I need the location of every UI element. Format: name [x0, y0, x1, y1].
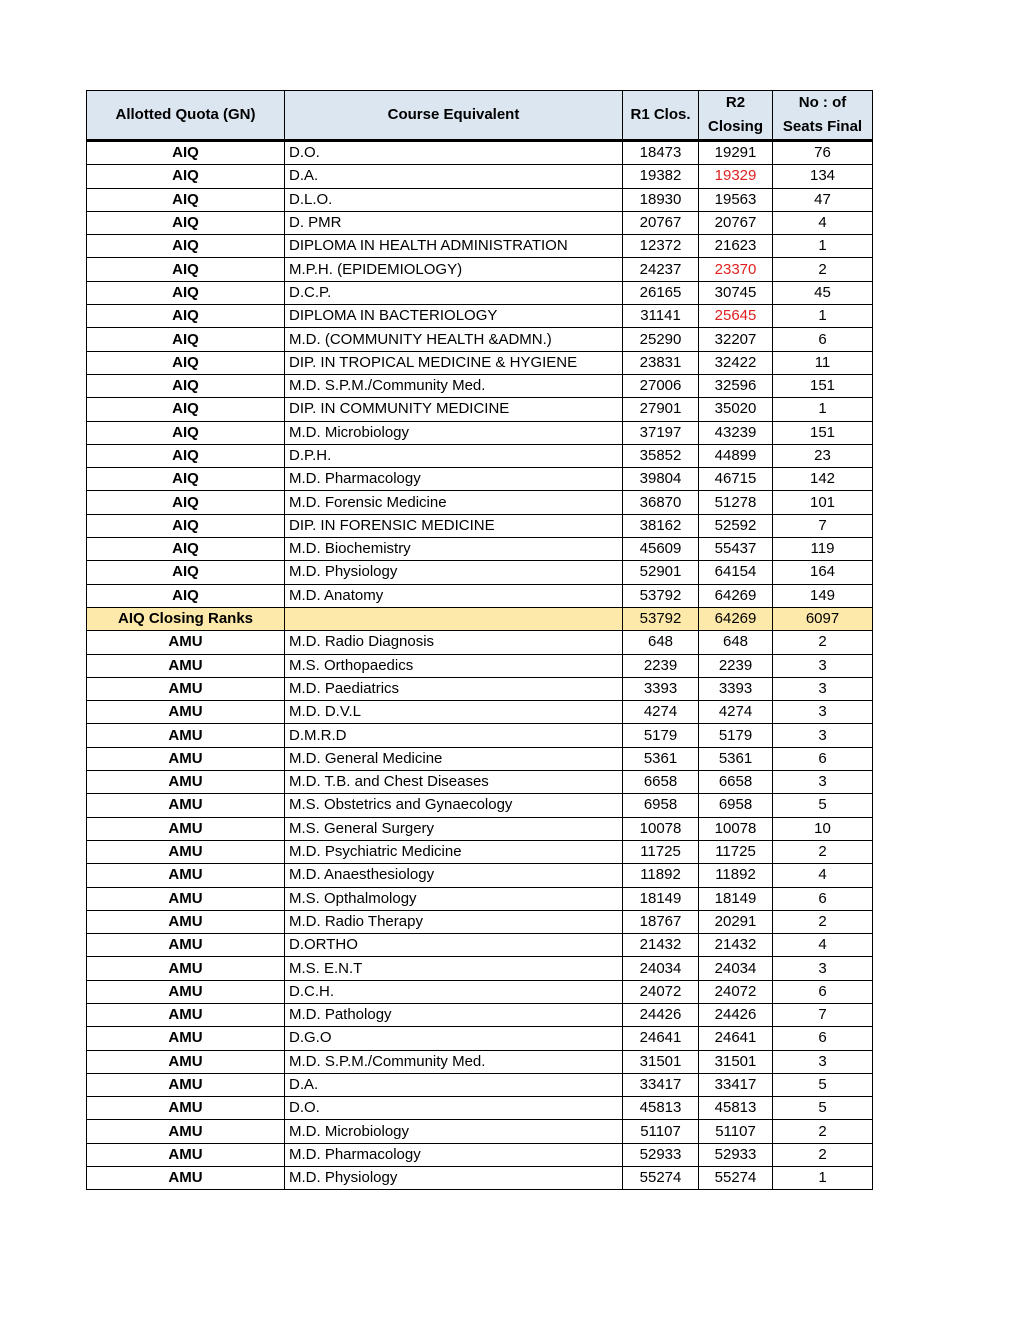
seats-cell: 2: [773, 258, 873, 281]
quota-cell: AMU: [87, 1027, 285, 1050]
r2-closing-cell: 31501: [699, 1050, 773, 1073]
course-cell: M.D. Radio Diagnosis: [285, 631, 623, 654]
r2-closing-cell: 55437: [699, 538, 773, 561]
r1-closing-cell: 38162: [623, 514, 699, 537]
quota-cell: AMU: [87, 934, 285, 957]
table-row: [87, 677, 873, 700]
quota-cell: AIQ: [87, 584, 285, 607]
table-row: [87, 165, 873, 188]
quota-cell: AMU: [87, 1073, 285, 1096]
r1-closing-cell: 5361: [623, 747, 699, 770]
r1-closing-cell: 37197: [623, 421, 699, 444]
quota-cell: AIQ: [87, 281, 285, 304]
table-row: [87, 654, 873, 677]
table-row: [87, 864, 873, 887]
table-row: [87, 1050, 873, 1073]
course-cell: M.D. S.P.M./Community Med.: [285, 374, 623, 397]
r2-closing-cell: 5361: [699, 747, 773, 770]
quota-cell: AIQ: [87, 421, 285, 444]
table-row: [87, 840, 873, 863]
r2-closing-cell: 45813: [699, 1097, 773, 1120]
header-row: [87, 91, 873, 141]
r1-closing-cell: 36870: [623, 491, 699, 514]
r2-closing-cell: 32422: [699, 351, 773, 374]
seats-cell: 119: [773, 538, 873, 561]
seats-cell: 6097: [773, 607, 873, 630]
seats-cell: 6: [773, 1027, 873, 1050]
seats-cell: 47: [773, 188, 873, 211]
table-row: [87, 328, 873, 351]
table-row: [87, 1167, 873, 1190]
r1-closing-cell: 24641: [623, 1027, 699, 1050]
course-cell: M.D. Anaesthesiology: [285, 864, 623, 887]
seats-cell: 11: [773, 351, 873, 374]
r2-closing-cell: 24426: [699, 1003, 773, 1026]
quota-cell: AMU: [87, 747, 285, 770]
seats-cell: 2: [773, 1143, 873, 1166]
r1-closing-cell: 39804: [623, 468, 699, 491]
r2-closing-cell: 46715: [699, 468, 773, 491]
course-cell: M.D. Microbiology: [285, 1120, 623, 1143]
quota-cell: AMU: [87, 701, 285, 724]
summary-row: [87, 607, 873, 630]
seats-cell: 6: [773, 328, 873, 351]
table-row: [87, 1143, 873, 1166]
r2-closing-cell: 19563: [699, 188, 773, 211]
table-row: [87, 957, 873, 980]
quota-cell: AMU: [87, 771, 285, 794]
seats-cell: 151: [773, 374, 873, 397]
table-row: [87, 351, 873, 374]
r2-closing-cell: 6658: [699, 771, 773, 794]
course-cell: DIP. IN TROPICAL MEDICINE & HYGIENE: [285, 351, 623, 374]
seats-cell: 134: [773, 165, 873, 188]
quota-cell: AIQ: [87, 188, 285, 211]
r2-closing-cell: 3393: [699, 677, 773, 700]
table-header: [87, 91, 873, 141]
seats-cell: 6: [773, 747, 873, 770]
r1-closing-cell: 26165: [623, 281, 699, 304]
seats-cell: 2: [773, 910, 873, 933]
quota-cell: AIQ: [87, 468, 285, 491]
r2-closing-cell: 55274: [699, 1167, 773, 1190]
quota-cell: AMU: [87, 817, 285, 840]
table-row: [87, 701, 873, 724]
r1-closing-cell: 20767: [623, 211, 699, 234]
quota-cell: AMU: [87, 980, 285, 1003]
course-cell: M.D. Radio Therapy: [285, 910, 623, 933]
seats-cell: 4: [773, 211, 873, 234]
r2-closing-cell: 11892: [699, 864, 773, 887]
r2-closing-cell: 648: [699, 631, 773, 654]
quota-cell: AMU: [87, 1120, 285, 1143]
quota-cell: AMU: [87, 1003, 285, 1026]
table-row: [87, 258, 873, 281]
header-quota: Allotted Quota (GN): [87, 91, 285, 141]
seats-cell: 5: [773, 794, 873, 817]
quota-cell: AMU: [87, 677, 285, 700]
course-cell: M.D. (COMMUNITY HEALTH &ADMN.): [285, 328, 623, 351]
r2-closing-cell: 4274: [699, 701, 773, 724]
r1-closing-cell: 10078: [623, 817, 699, 840]
header-seats-line1: No : of: [798, 94, 847, 111]
header-seats: [773, 91, 873, 141]
course-cell: D.M.R.D: [285, 724, 623, 747]
seats-cell: 2: [773, 631, 873, 654]
quota-cell: AMU: [87, 957, 285, 980]
seats-cell: 3: [773, 677, 873, 700]
course-cell: DIP. IN FORENSIC MEDICINE: [285, 514, 623, 537]
seats-cell: 7: [773, 514, 873, 537]
r2-closing-cell: 64269: [699, 584, 773, 607]
r2-closing-cell: 43239: [699, 421, 773, 444]
r2-closing-cell: 33417: [699, 1073, 773, 1096]
seats-cell: 6: [773, 980, 873, 1003]
table-body: [87, 141, 873, 1190]
r2-closing-cell: 6958: [699, 794, 773, 817]
r2-closing-cell: 24072: [699, 980, 773, 1003]
course-cell: DIPLOMA IN HEALTH ADMINISTRATION: [285, 235, 623, 258]
table-row: [87, 141, 873, 165]
r1-closing-cell: 52901: [623, 561, 699, 584]
course-cell: D.C.P.: [285, 281, 623, 304]
table-row: [87, 305, 873, 328]
quota-cell: AIQ: [87, 398, 285, 421]
seats-cell: 4: [773, 864, 873, 887]
r2-closing-cell: 24641: [699, 1027, 773, 1050]
quota-cell: AMU: [87, 887, 285, 910]
r2-closing-cell: 64269: [699, 607, 773, 630]
r1-closing-cell: 21432: [623, 934, 699, 957]
course-cell: D.L.O.: [285, 188, 623, 211]
course-cell: M.D. Psychiatric Medicine: [285, 840, 623, 863]
header-r2-line1: R2: [725, 94, 746, 111]
seats-cell: 3: [773, 654, 873, 677]
course-cell: M.D. S.P.M./Community Med.: [285, 1050, 623, 1073]
table-row: [87, 561, 873, 584]
r1-closing-cell: 53792: [623, 607, 699, 630]
seats-cell: 149: [773, 584, 873, 607]
r1-closing-cell: 19382: [623, 165, 699, 188]
quota-cell: AIQ: [87, 165, 285, 188]
r2-closing-cell: 23370: [699, 258, 773, 281]
quota-cell: AMU: [87, 1050, 285, 1073]
quota-cell: AMU: [87, 1097, 285, 1120]
table-row: [87, 1097, 873, 1120]
r2-closing-cell: 20767: [699, 211, 773, 234]
seats-cell: 1: [773, 1167, 873, 1190]
header-seats-line2: Seats Final: [782, 118, 863, 135]
r1-closing-cell: 648: [623, 631, 699, 654]
r1-closing-cell: 11892: [623, 864, 699, 887]
quota-cell: AIQ: [87, 235, 285, 258]
table-row: [87, 980, 873, 1003]
table-row: [87, 211, 873, 234]
table-row: [87, 1003, 873, 1026]
course-cell: M.D. D.V.L: [285, 701, 623, 724]
seats-cell: 6: [773, 887, 873, 910]
course-cell: M.D. Paediatrics: [285, 677, 623, 700]
course-cell: M.D. Physiology: [285, 1167, 623, 1190]
r1-closing-cell: 55274: [623, 1167, 699, 1190]
table-row: [87, 584, 873, 607]
r1-closing-cell: 18767: [623, 910, 699, 933]
seats-cell: 3: [773, 1050, 873, 1073]
r2-closing-cell: 18149: [699, 887, 773, 910]
r1-closing-cell: 27006: [623, 374, 699, 397]
seats-cell: 151: [773, 421, 873, 444]
r2-closing-cell: 25645: [699, 305, 773, 328]
course-cell: D.A.: [285, 1073, 623, 1096]
quota-cell: AMU: [87, 864, 285, 887]
r1-closing-cell: 24426: [623, 1003, 699, 1026]
seats-cell: 142: [773, 468, 873, 491]
course-cell: M.D. Anatomy: [285, 584, 623, 607]
seats-cell: 3: [773, 724, 873, 747]
quota-cell: AMU: [87, 840, 285, 863]
table-row: [87, 398, 873, 421]
r1-closing-cell: 12372: [623, 235, 699, 258]
quota-cell: AIQ: [87, 374, 285, 397]
r1-closing-cell: 24072: [623, 980, 699, 1003]
seats-cell: 2: [773, 840, 873, 863]
r1-closing-cell: 3393: [623, 677, 699, 700]
r2-closing-cell: 19291: [699, 141, 773, 165]
r2-closing-cell: 10078: [699, 817, 773, 840]
quota-cell: AMU: [87, 724, 285, 747]
r1-closing-cell: 35852: [623, 444, 699, 467]
r1-closing-cell: 45813: [623, 1097, 699, 1120]
r1-closing-cell: 23831: [623, 351, 699, 374]
table-row: [87, 794, 873, 817]
r2-closing-cell: 51107: [699, 1120, 773, 1143]
r2-closing-cell: 24034: [699, 957, 773, 980]
quota-cell: AIQ: [87, 211, 285, 234]
table-row: [87, 771, 873, 794]
table-row: [87, 887, 873, 910]
seats-cell: 5: [773, 1073, 873, 1096]
quota-cell: AIQ: [87, 351, 285, 374]
r2-closing-cell: 64154: [699, 561, 773, 584]
quota-cell: AMU: [87, 1167, 285, 1190]
seats-cell: 7: [773, 1003, 873, 1026]
seats-cell: 5: [773, 1097, 873, 1120]
quota-cell: AIQ: [87, 141, 285, 165]
table-row: [87, 468, 873, 491]
course-cell: D.O.: [285, 1097, 623, 1120]
r2-closing-cell: 44899: [699, 444, 773, 467]
seats-cell: 3: [773, 701, 873, 724]
quota-cell: AMU: [87, 1143, 285, 1166]
r2-closing-cell: 32207: [699, 328, 773, 351]
seats-cell: 3: [773, 957, 873, 980]
r1-closing-cell: 6958: [623, 794, 699, 817]
r1-closing-cell: 31501: [623, 1050, 699, 1073]
r2-closing-cell: 5179: [699, 724, 773, 747]
r1-closing-cell: 18473: [623, 141, 699, 165]
seats-cell: 2: [773, 1120, 873, 1143]
table-row: [87, 631, 873, 654]
quota-cell: AIQ: [87, 538, 285, 561]
course-cell: M.D. Biochemistry: [285, 538, 623, 561]
quota-cell: AMU: [87, 910, 285, 933]
table-row: [87, 421, 873, 444]
seats-cell: 164: [773, 561, 873, 584]
table-row: [87, 444, 873, 467]
quota-cell: AIQ: [87, 258, 285, 281]
table-row: [87, 817, 873, 840]
course-cell: M.D. Forensic Medicine: [285, 491, 623, 514]
course-cell: D. PMR: [285, 211, 623, 234]
header-r2-line2: Closing: [708, 118, 763, 135]
course-cell: [285, 607, 623, 630]
course-cell: M.S. E.N.T: [285, 957, 623, 980]
r1-closing-cell: 18930: [623, 188, 699, 211]
seats-cell: 1: [773, 305, 873, 328]
seats-cell: 76: [773, 141, 873, 165]
closing-ranks-table: [86, 90, 873, 1190]
r2-closing-cell: 51278: [699, 491, 773, 514]
seats-cell: 4: [773, 934, 873, 957]
r2-closing-cell: 21432: [699, 934, 773, 957]
r1-closing-cell: 4274: [623, 701, 699, 724]
r1-closing-cell: 11725: [623, 840, 699, 863]
r2-closing-cell: 20291: [699, 910, 773, 933]
table-row: [87, 910, 873, 933]
quota-cell: AIQ: [87, 561, 285, 584]
r1-closing-cell: 24034: [623, 957, 699, 980]
course-cell: M.P.H. (EPIDEMIOLOGY): [285, 258, 623, 281]
seats-cell: 23: [773, 444, 873, 467]
course-cell: M.D. Physiology: [285, 561, 623, 584]
r1-closing-cell: 31141: [623, 305, 699, 328]
header-r1: R1 Clos.: [623, 91, 699, 141]
header-r2: [699, 91, 773, 141]
table-row: [87, 514, 873, 537]
course-cell: M.S. Opthalmology: [285, 887, 623, 910]
course-cell: M.S. Obstetrics and Gynaecology: [285, 794, 623, 817]
r2-closing-cell: 30745: [699, 281, 773, 304]
r1-closing-cell: 27901: [623, 398, 699, 421]
course-cell: M.D. Pharmacology: [285, 1143, 623, 1166]
course-cell: DIP. IN COMMUNITY MEDICINE: [285, 398, 623, 421]
course-cell: M.D. Microbiology: [285, 421, 623, 444]
table-row: [87, 538, 873, 561]
quota-cell: AIQ: [87, 305, 285, 328]
quota-cell: AMU: [87, 631, 285, 654]
table-row: [87, 235, 873, 258]
course-cell: D.C.H.: [285, 980, 623, 1003]
quota-cell: AIQ Closing Ranks: [87, 607, 285, 630]
table-row: [87, 747, 873, 770]
course-cell: M.S. Orthopaedics: [285, 654, 623, 677]
course-cell: DIPLOMA IN BACTERIOLOGY: [285, 305, 623, 328]
course-cell: M.D. Pathology: [285, 1003, 623, 1026]
r1-closing-cell: 2239: [623, 654, 699, 677]
seats-cell: 101: [773, 491, 873, 514]
quota-cell: AIQ: [87, 328, 285, 351]
seats-cell: 3: [773, 771, 873, 794]
r2-closing-cell: 2239: [699, 654, 773, 677]
r1-closing-cell: 25290: [623, 328, 699, 351]
table-row: [87, 1027, 873, 1050]
course-cell: M.S. General Surgery: [285, 817, 623, 840]
quota-cell: AIQ: [87, 444, 285, 467]
course-cell: M.D. T.B. and Chest Diseases: [285, 771, 623, 794]
course-cell: M.D. General Medicine: [285, 747, 623, 770]
table-row: [87, 374, 873, 397]
quota-cell: AMU: [87, 794, 285, 817]
r1-closing-cell: 53792: [623, 584, 699, 607]
r1-closing-cell: 6658: [623, 771, 699, 794]
r2-closing-cell: 52933: [699, 1143, 773, 1166]
seats-cell: 1: [773, 235, 873, 258]
table-row: [87, 1120, 873, 1143]
r1-closing-cell: 5179: [623, 724, 699, 747]
seats-cell: 45: [773, 281, 873, 304]
course-cell: D.ORTHO: [285, 934, 623, 957]
r2-closing-cell: 19329: [699, 165, 773, 188]
course-cell: M.D. Pharmacology: [285, 468, 623, 491]
header-course: Course Equivalent: [285, 91, 623, 141]
table-row: [87, 281, 873, 304]
table-row: [87, 724, 873, 747]
table-row: [87, 1073, 873, 1096]
r1-closing-cell: 18149: [623, 887, 699, 910]
r2-closing-cell: 35020: [699, 398, 773, 421]
r1-closing-cell: 33417: [623, 1073, 699, 1096]
r2-closing-cell: 32596: [699, 374, 773, 397]
quota-cell: AIQ: [87, 514, 285, 537]
table-row: [87, 188, 873, 211]
table-row: [87, 934, 873, 957]
quota-cell: AMU: [87, 654, 285, 677]
seats-cell: 10: [773, 817, 873, 840]
course-cell: D.P.H.: [285, 444, 623, 467]
r1-closing-cell: 24237: [623, 258, 699, 281]
course-cell: D.O.: [285, 141, 623, 165]
r1-closing-cell: 52933: [623, 1143, 699, 1166]
r2-closing-cell: 11725: [699, 840, 773, 863]
seats-cell: 1: [773, 398, 873, 421]
r2-closing-cell: 52592: [699, 514, 773, 537]
r1-closing-cell: 51107: [623, 1120, 699, 1143]
table-row: [87, 491, 873, 514]
r1-closing-cell: 45609: [623, 538, 699, 561]
quota-cell: AIQ: [87, 491, 285, 514]
course-cell: D.G.O: [285, 1027, 623, 1050]
course-cell: D.A.: [285, 165, 623, 188]
r2-closing-cell: 21623: [699, 235, 773, 258]
